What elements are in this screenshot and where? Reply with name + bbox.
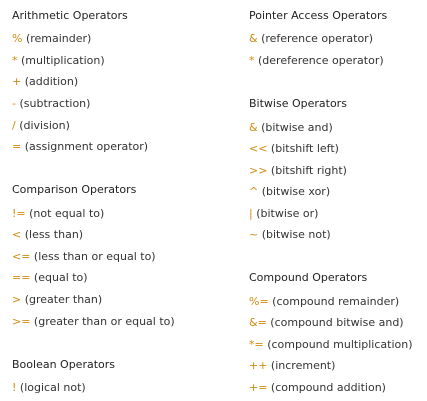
list-item — [249, 337, 413, 353]
operator-symbol: > — [12, 293, 22, 306]
operator-description: (bitwise xor) — [258, 185, 331, 198]
operator-symbol: / — [12, 119, 16, 132]
operator-description: (increment) — [267, 359, 336, 372]
operator-symbol: >> — [249, 164, 268, 177]
list-item — [12, 53, 105, 69]
list-item — [249, 163, 347, 179]
list-item — [249, 31, 373, 47]
operator-description: (not equal to) — [25, 207, 105, 220]
list-item — [249, 315, 404, 331]
operator-symbol: * — [12, 54, 18, 67]
list-item — [12, 96, 90, 112]
list-item — [12, 31, 91, 47]
heading-boolean: Boolean Operators — [12, 358, 116, 371]
operator-symbol: <= — [12, 250, 31, 263]
operator-symbol: << — [249, 142, 268, 155]
list-item — [12, 206, 104, 222]
list-item — [249, 294, 399, 310]
operator-symbol: - — [12, 97, 16, 110]
operator-description: (division) — [15, 119, 70, 132]
operator-description: (greater than or equal to) — [30, 315, 175, 328]
operator-description: (remainder) — [22, 32, 92, 45]
operator-symbol: ++ — [249, 359, 268, 372]
operator-symbol: & — [249, 32, 258, 45]
operator-description: (bitwise and) — [257, 121, 333, 134]
heading-pointer-access: Pointer Access Operators — [249, 9, 388, 22]
operator-description: (bitshift right) — [267, 164, 347, 177]
operator-symbol: & — [249, 121, 258, 134]
list-item — [249, 206, 318, 222]
heading-comparison: Comparison Operators — [12, 183, 137, 196]
heading-compound: Compound Operators — [249, 271, 368, 284]
operator-symbol: | — [249, 207, 253, 220]
list-item — [12, 118, 70, 134]
list-item — [249, 53, 384, 69]
operator-description: (addition) — [21, 75, 79, 88]
list-item — [249, 380, 386, 396]
list-item — [12, 314, 175, 330]
operator-description: (reference operator) — [257, 32, 373, 45]
operator-description: (less than or equal to) — [30, 250, 156, 263]
operator-symbol: < — [12, 228, 22, 241]
list-item — [12, 227, 83, 243]
list-item — [249, 184, 330, 200]
operator-symbol: * — [249, 54, 255, 67]
operator-symbol: += — [249, 381, 268, 394]
operator-description: (equal to) — [30, 271, 88, 284]
list-item — [249, 358, 335, 374]
operator-description: (logical not) — [16, 381, 86, 394]
operator-description: (dereference operator) — [254, 54, 384, 67]
operator-symbol: ^ — [249, 185, 259, 198]
operator-description: (bitwise not) — [258, 228, 331, 241]
list-item — [12, 74, 78, 90]
operator-symbol: % — [12, 32, 23, 45]
list-item — [12, 249, 156, 265]
operator-symbol: ~ — [249, 228, 259, 241]
operator-description: (assignment operator) — [21, 140, 149, 153]
operator-description: (greater than) — [21, 293, 103, 306]
operator-symbol: != — [12, 207, 26, 220]
operator-symbol: *= — [249, 338, 264, 351]
operator-symbol: >= — [12, 315, 31, 328]
operator-symbol: == — [12, 271, 31, 284]
operator-description: (bitwise or) — [252, 207, 319, 220]
operator-description: (bitshift left) — [267, 142, 339, 155]
heading-bitwise: Bitwise Operators — [249, 97, 347, 110]
operator-description: (less than) — [21, 228, 84, 241]
operator-description: (compound bitwise and) — [266, 316, 404, 329]
operator-symbol: = — [12, 140, 22, 153]
list-item — [12, 270, 88, 286]
heading-arithmetic: Arithmetic Operators — [12, 9, 128, 22]
list-item — [12, 292, 102, 308]
operator-description: (compound remainder) — [268, 295, 400, 308]
operator-description: (compound multiplication) — [263, 338, 413, 351]
operator-description: (compound addition) — [267, 381, 386, 394]
list-item — [249, 227, 331, 243]
operator-symbol: ! — [12, 381, 17, 394]
operator-symbol: &= — [249, 316, 267, 329]
operator-symbol: + — [12, 75, 22, 88]
operator-description: (subtraction) — [15, 97, 91, 110]
operator-symbol: %= — [249, 295, 269, 308]
list-item — [12, 380, 86, 396]
list-item — [249, 141, 339, 157]
list-item — [12, 139, 148, 155]
operator-description: (multiplication) — [17, 54, 105, 67]
list-item — [249, 120, 333, 136]
